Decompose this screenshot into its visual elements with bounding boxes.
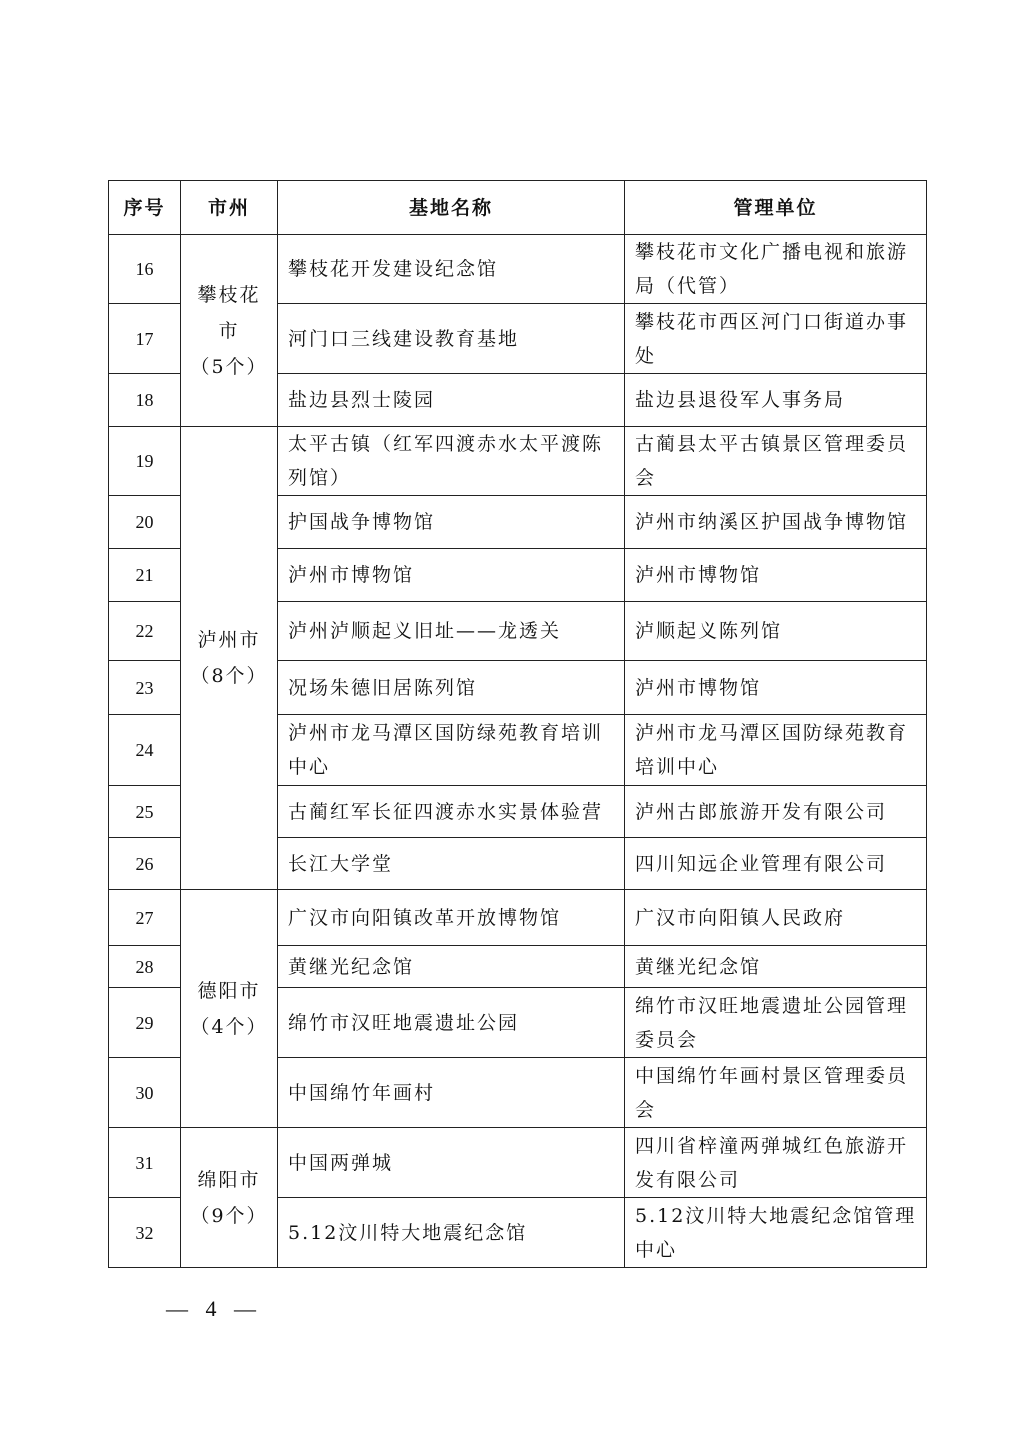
row-number: 31 (109, 1128, 181, 1198)
city-cell (181, 1128, 278, 1268)
table-row (109, 1128, 927, 1198)
city-cell (181, 427, 278, 890)
city-cell (181, 235, 278, 427)
city-name: 泸州市 (197, 629, 261, 651)
city-cell (181, 890, 278, 1128)
city-count: （4个） (190, 1015, 268, 1038)
row-number: 23 (109, 661, 181, 715)
management-unit: 泸州市纳溪区护国战争博物馆 (625, 496, 927, 549)
management-unit: 泸顺起义陈列馆 (625, 602, 927, 661)
row-number: 16 (109, 235, 181, 304)
base-name: 中国绵竹年画村 (278, 1058, 625, 1128)
city-count: （9个） (190, 1204, 268, 1227)
row-number: 22 (109, 602, 181, 661)
row-number: 26 (109, 838, 181, 890)
header-serial: 序号 (109, 181, 181, 235)
row-number: 30 (109, 1058, 181, 1128)
city-count: （8个） (190, 665, 268, 687)
management-unit: 5.12汶川特大地震纪念馆管理中心 (625, 1198, 927, 1268)
row-number: 24 (109, 715, 181, 786)
city-name: 德阳市 (197, 979, 261, 1002)
management-unit: 攀枝花市西区河门口街道办事处 (625, 304, 927, 374)
header-base-name: 基地名称 (278, 181, 625, 235)
management-unit: 四川省梓潼两弹城红色旅游开发有限公司 (625, 1128, 927, 1198)
base-name: 5.12汶川特大地震纪念馆 (278, 1198, 625, 1268)
table-header-row (109, 181, 927, 235)
base-name: 古蔺红军长征四渡赤水实景体验营 (278, 786, 625, 838)
row-number: 28 (109, 946, 181, 988)
management-unit: 古蔺县太平古镇景区管理委员会 (625, 427, 927, 496)
row-number: 32 (109, 1198, 181, 1268)
base-name: 盐边县烈士陵园 (278, 374, 625, 427)
base-name: 黄继光纪念馆 (278, 946, 625, 988)
base-name: 泸州泸顺起义旧址——龙透关 (278, 602, 625, 661)
row-number: 19 (109, 427, 181, 496)
row-number: 27 (109, 890, 181, 946)
base-name: 护国战争博物馆 (278, 496, 625, 549)
management-unit: 中国绵竹年画村景区管理委员会 (625, 1058, 927, 1128)
header-city: 市州 (181, 181, 278, 235)
base-name: 河门口三线建设教育基地 (278, 304, 625, 374)
management-unit: 黄继光纪念馆 (625, 946, 927, 988)
management-unit: 泸州古郎旅游开发有限公司 (625, 786, 927, 838)
base-name: 中国两弹城 (278, 1128, 625, 1198)
base-name: 攀枝花开发建设纪念馆 (278, 235, 625, 304)
base-name: 泸州市龙马潭区国防绿苑教育培训中心 (278, 715, 625, 786)
base-name: 广汉市向阳镇改革开放博物馆 (278, 890, 625, 946)
management-unit: 四川知远企业管理有限公司 (625, 838, 927, 890)
management-unit: 泸州市博物馆 (625, 661, 927, 715)
row-number: 17 (109, 304, 181, 374)
management-unit: 广汉市向阳镇人民政府 (625, 890, 927, 946)
row-number: 29 (109, 988, 181, 1058)
table-row (109, 890, 927, 946)
base-name: 太平古镇（红军四渡赤水太平渡陈列馆） (278, 427, 625, 496)
row-number: 20 (109, 496, 181, 549)
base-name: 泸州市博物馆 (278, 549, 625, 602)
base-name: 长江大学堂 (278, 838, 625, 890)
city-name: 绵阳市 (197, 1168, 261, 1191)
base-list-table (108, 180, 927, 1268)
header-management-unit: 管理单位 (625, 181, 927, 235)
table-row (109, 427, 927, 496)
city-count: （5个） (190, 355, 268, 378)
page-number: — 4 — (166, 1296, 262, 1321)
base-name: 绵竹市汉旺地震遗址公园 (278, 988, 625, 1058)
management-unit: 泸州市博物馆 (625, 549, 927, 602)
management-unit: 攀枝花市文化广播电视和旅游局（代管） (625, 235, 927, 304)
management-unit: 绵竹市汉旺地震遗址公园管理委员会 (625, 988, 927, 1058)
management-unit: 泸州市龙马潭区国防绿苑教育培训中心 (625, 715, 927, 786)
base-name: 况场朱德旧居陈列馆 (278, 661, 625, 715)
city-name: 攀枝花市 (197, 283, 261, 342)
table-row (109, 235, 927, 304)
row-number: 18 (109, 374, 181, 427)
management-unit: 盐边县退役军人事务局 (625, 374, 927, 427)
row-number: 21 (109, 549, 181, 602)
row-number: 25 (109, 786, 181, 838)
